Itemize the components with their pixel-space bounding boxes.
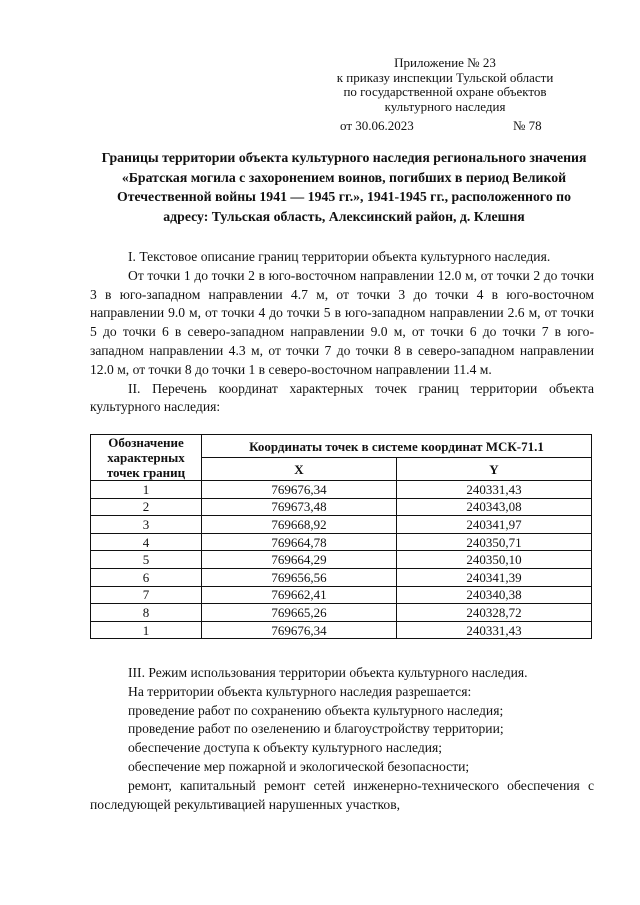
permitted-intro: На территории объекта культурного наследия разрешается: <box>128 683 472 699</box>
table-row <box>91 568 592 586</box>
cell-x: 769665,26 <box>202 604 397 622</box>
cell-y: 240343,08 <box>396 498 591 516</box>
table-row <box>91 481 592 499</box>
section-2-heading: II. Перечень координат характерных точек границ территории объекта культурного наследия: <box>90 380 594 415</box>
table-row <box>91 604 592 622</box>
table-row <box>91 498 592 516</box>
cell-x: 769656,56 <box>202 568 397 586</box>
authority-line: по государственной охране объектов <box>343 84 547 99</box>
cell-x: 769664,78 <box>202 533 397 551</box>
cell-point: 7 <box>91 586 202 604</box>
document-title: Границы территории объекта культурного наследия регионального значения «Братская могила с захоронением воинов, погибших в период Великой Отечественной войны 1941 — 1945 гг.», 1941-1945 гг., расположенного по адресу: Тульская область, Алексинский район, д. Клешня <box>101 150 587 224</box>
col-coordinates-header: Координаты точек в системе координат МСК-71.1 <box>202 435 592 458</box>
col-x-header: X <box>202 458 397 481</box>
permitted-item: проведение работ по сохранению объекта культурного наследия; <box>128 702 504 718</box>
section-1-body: От точки 1 до точки 2 в юго-восточном направлении 12.0 м, от точки 2 до точки 3 в юго-западном направлении 4.7 м, от точки 3 до точки 4 в юго-восточном направлении 9.0 м, от точки 4 до точки 5 в юго-западном направлении 2.6 м, от точки 5 до точки 6 в северо-западном направлении 9.0 м, от точки 6 до точки 7 в юго-западном направлении 4.3 м, от точки 7 до точки 8 в северо-западном направлении 12.0 м, от точки 8 до точки 1 в северо-восточном направлении 11.4 м. <box>90 267 594 377</box>
cell-x: 769673,48 <box>202 498 397 516</box>
cell-point: 5 <box>91 551 202 569</box>
cell-y: 240350,10 <box>396 551 591 569</box>
table-row <box>91 586 592 604</box>
order-date-number <box>340 118 542 134</box>
cell-y: 240350,71 <box>396 533 591 551</box>
authority-line-2: культурного наследия <box>384 98 506 114</box>
section-3 <box>90 664 594 814</box>
cell-y: 240340,38 <box>396 586 591 604</box>
coordinates-table <box>90 434 592 639</box>
section-1 <box>90 248 594 417</box>
permitted-item: обеспечение мер пожарной и экологической безопасности; <box>128 758 470 774</box>
cell-point: 2 <box>91 498 202 516</box>
order-number: № 78 <box>513 118 542 133</box>
cell-y: 240341,39 <box>396 568 591 586</box>
cell-point: 1 <box>91 481 202 499</box>
cell-y: 240328,72 <box>396 604 591 622</box>
section-1-heading: I. Текстовое описание границ территории объекта культурного наследия. <box>128 249 551 264</box>
permitted-item: обеспечение доступа к объекту культурного наследия; <box>128 740 443 756</box>
cell-point: 3 <box>91 516 202 534</box>
cell-x: 769668,92 <box>202 516 397 534</box>
cell-x: 769676,34 <box>202 481 397 499</box>
cell-point: 6 <box>91 568 202 586</box>
table-row <box>91 551 592 569</box>
order-reference: к приказу инспекции Тульской области <box>336 69 554 85</box>
cell-x: 769676,34 <box>202 621 397 639</box>
cell-x: 769662,41 <box>202 586 397 604</box>
table-row <box>91 516 592 534</box>
order-date: от 30.06.2023 <box>340 118 414 133</box>
permitted-item: проведение работ по озеленению и благоустройству территории; <box>128 721 504 737</box>
table-row <box>91 533 592 551</box>
appendix-number: Приложение № 23 <box>394 55 496 70</box>
cell-x: 769664,29 <box>202 551 397 569</box>
cell-y: 240331,43 <box>396 621 591 639</box>
cell-point: 8 <box>91 604 202 622</box>
section-3-heading: III. Режим использования территории объекта культурного наследия. <box>128 665 528 680</box>
cell-point: 4 <box>91 533 202 551</box>
col-y-header: Y <box>396 458 591 481</box>
cell-y: 240341,97 <box>396 516 591 534</box>
cell-point: 1 <box>91 621 202 639</box>
appendix-header <box>300 56 590 114</box>
cell-y: 240331,43 <box>396 481 591 499</box>
table-row <box>91 621 592 639</box>
permitted-item: ремонт, капитальный ремонт сетей инженерно-технического обеспечения с последующей рекультивацией нарушенных участков, <box>90 777 594 812</box>
col-point-header: Обозначение характерных точек границ <box>91 435 202 481</box>
